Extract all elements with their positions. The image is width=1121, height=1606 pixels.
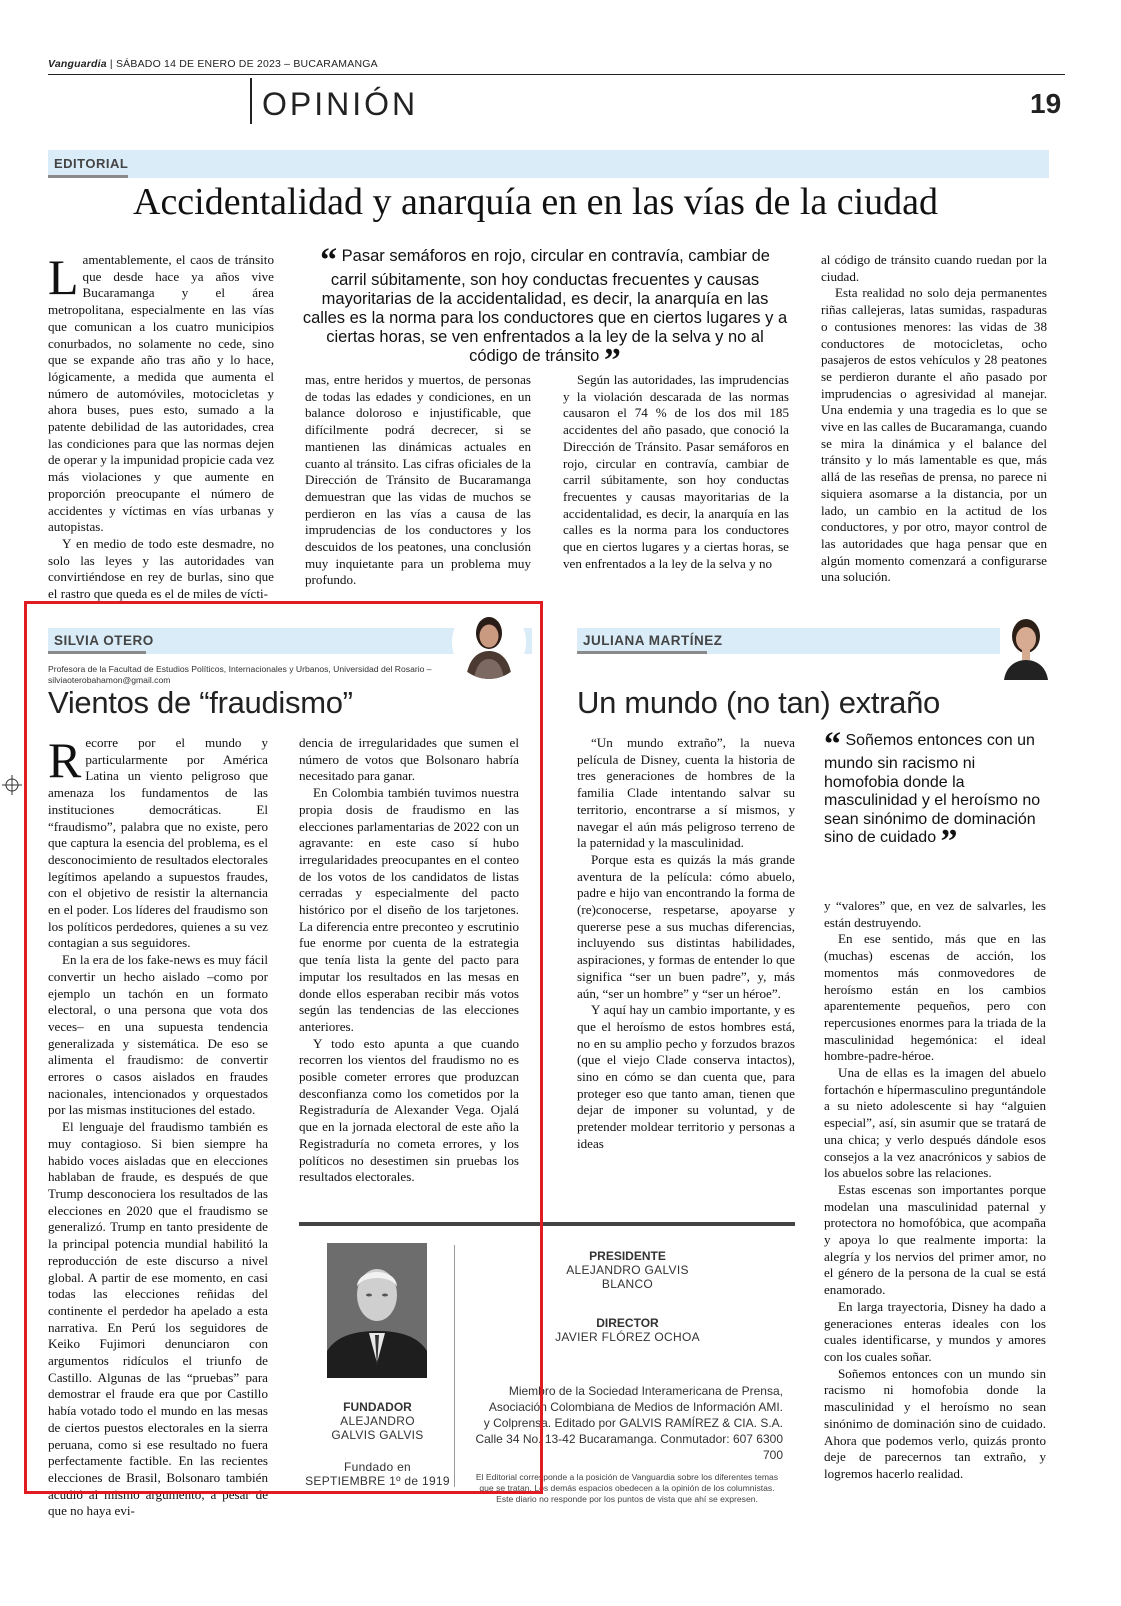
column-right-col-2	[824, 898, 1046, 1483]
paragraph: Porque esta es quizás la más grande aventura de la película: cómo abuelo, padre e hijo van encontrando la forma de (re)conocerse, respetarse, apoyarse y quererse pese a sus muchas diferencias, incluyendo sus distintas habilidades, aspiraciones, y formas de entender lo que significa “ser un buen padre”, y, más aún, “ser un hombre” y “ser un héroe”.	[577, 851, 795, 1001]
founder-name: GALVIS GALVIS	[331, 1428, 424, 1442]
editorial-col-2	[305, 372, 531, 589]
editorial-col-3	[563, 372, 789, 572]
disclaimer-line: Este diario no responde por los puntos de vista que ahí se expresen.	[496, 1494, 758, 1504]
top-rule	[48, 74, 1065, 75]
open-quote-icon: “	[824, 726, 841, 763]
pullquote-text: Pasar semáforos en rojo, circular en contravía, cambiar de carril súbitamente, son hoy conductas frecuentes y causas mayoritarias de la accidentalidad, es decir, la anarquía en las calles es la norma para los conductores que en ciertos lugares y a ciertas horas, se ven enfrentados a la ley de la selva y no al código de tránsito	[302, 247, 788, 365]
founder-name: ALEJANDRO	[340, 1414, 415, 1428]
paragraph: Y en medio de todo este desmadre, no solo las leyes y las autoridades van convirtiéndose en rey de burlas, sino que el rastro que queda es el de miles de vícti-	[48, 535, 274, 602]
paragraph: En ese sentido, más que en las (muchas) escenas de acción, los momentos más conmovedores de heroísmo están en los cambios aparentemente pequeños, pero con repercusiones enormes para la triada de la masculinidad hegemónica: el ideal hombre-padre-héroe.	[824, 931, 1046, 1064]
editorial-headline: Accidentalidad y anarquía en en las vías de la ciudad	[133, 181, 939, 223]
author-bio: Profesora de la Facultad de Estudios Políticos, Internacionales y Urbanos, Universidad del Rosario – silviaoterobahamon@gmail.com	[48, 664, 432, 685]
brand-logo: Vanguardia	[48, 58, 107, 70]
paragraph: Una de ellas es la imagen del abuelo fortachón e hípermasculino preguntándole a su nieto adolescente si hay “alguien especial”, así, sin asumir que se tratará de una chica; y verlo después dándole esos consejos a la vez anacrónicos y sabios de los abuelos sobre las relaciones.	[824, 1065, 1046, 1181]
byline-band-right	[577, 628, 1049, 654]
director-role: DIRECTOR	[596, 1316, 659, 1330]
address-line: Calle 34 No. 13-42 Bucaramanga. Conmutador: 607 6300 700	[475, 1432, 783, 1462]
membership-line: Asociación Colombiana de Medios de Información AMI.	[488, 1400, 783, 1414]
band-underline	[48, 175, 128, 178]
registration-mark-icon	[2, 775, 22, 795]
paragraph: Y todo esto apunta a que cuando recorren los vientos del fraudismo no es posible cometer errores que produzcan desconfianza como los cometidos por la Registraduría de Alexander Vega. Ojalá que en la jornada electoral de este año la Registraduría no cometa errores, y los políticos no desestimen sin pruebas los resultados electorales.	[299, 1035, 519, 1185]
paragraph: al código de tránsito cuando ruedan por la ciudad.	[821, 252, 1047, 284]
president-name: ALEJANDRO GALVIS BLANCO	[566, 1263, 689, 1291]
paragraph: dencia de irregularidades que sumen el número de votos que Bolsonaro habría necesitado para ganar.	[299, 735, 519, 784]
founded-label: Fundado en	[343, 1460, 412, 1474]
editorial-pullquote	[300, 242, 790, 379]
disclaimer-line: El Editorial corresponde a la posición de Vanguardia sobre los diferentes temas	[475, 1472, 779, 1482]
section-divider	[250, 78, 252, 124]
column-right-col-1	[577, 735, 795, 1153]
founder-role: FUNDADOR	[343, 1400, 412, 1414]
founded-date: SEPTIEMBRE 1º de 1919	[305, 1474, 450, 1488]
paragraph: Estas escenas son importantes porque modelan una masculinidad paternal y protectora no homofóbica, que acompaña y apoya lo que realmente importa: la alegría y los nervios del primer amor, no el género de la persona de la cual se está enamorado.	[824, 1181, 1046, 1298]
open-quote-icon: “	[320, 242, 338, 279]
pullquote-text: Soñemos entonces con un mundo sin racismo ni homofobia donde la masculinidad y el heroísmo no sean sinónimo de dominación sino de cuidado	[824, 732, 1041, 846]
paragraph: mas, entre heridos y muertos, de personas de todas las edades y condiciones, en un balance doloroso e injustificable, que difícilmente podrá decrecer, si se mantienen las dinámicas actuales en cuanto al tránsito. Las cifras oficiales de la Dirección de Tránsito de Bucaramanga demuestran que las vidas de muchos se perdieron en las vías a causa de las imprudencias de los conductores y los descuidos de los peatones, una conclusión muy inquietante para un problema muy profundo.	[305, 372, 531, 588]
close-quote-icon: ”	[940, 823, 958, 860]
author-name: SILVIA OTERO	[54, 633, 154, 648]
highlight-box	[24, 601, 543, 1494]
editorial-label: EDITORIAL	[54, 156, 129, 171]
drop-cap: R	[48, 732, 82, 788]
drop-cap: L	[48, 249, 79, 305]
paragraph: “Un mundo extraño”, la nueva película de Disney, cuenta la historia de tres generaciones de hombres de la familia Clade intentando salvar su territorio, encontrarse a sí mismos, y navegar el aún más peligroso terreno de la paternidad y la masculinidad.	[577, 735, 795, 851]
paragraph: amentablemente, el caos de tránsito que desde hace ya años vive Bucaramanga y el área metropolitana, especialmente en las vías que comunican a los cuatro municipios conurbados, no solamente no cede, sino que se expande año tras año y lo hace, lógicamente, a medida que aumenta el número de automóviles, motocicletas y ahora buses, pues esto, sumado a la patente debilidad de las autoridades, crea las condiciones para que las normas dejen de operar y la impunidad propicie cada vez más violaciones y que aumente en proporción preocupante el número de accidentes y víctimas en vías urbanas y autopistas.	[48, 252, 274, 535]
column-pullquote	[824, 726, 1046, 860]
editorial-col-1	[48, 249, 274, 603]
president-role: PRESIDENTE	[589, 1249, 666, 1263]
editorial-band	[48, 150, 1049, 178]
masthead	[48, 58, 378, 70]
column-headline: Vientos de “fraudismo”	[48, 685, 353, 720]
band-underline	[577, 651, 707, 654]
paragraph: En la era de los fake-news es muy fácil convertir un hecho aislado –como por ejemplo un tachón en un formato electoral, o una persona que vota dos veces– en una supuesta tendencia generalizada y sistemática. De eso se alimenta el fraudismo: de convertir errores o casos aislados en fraudes nacionales, intencionados y orquestados por las mismas instituciones del estado.	[48, 952, 268, 1118]
author-name: JULIANA MARTÍNEZ	[583, 633, 723, 648]
director-name: JAVIER FLÓREZ OCHOA	[555, 1330, 700, 1344]
paragraph: Y aquí hay un cambio importante, y es que el heroísmo de estos hombres está, no en su amplio pecho y forzudos brazos (que el viejo Clade conserva intactos), sino en cómo se dan cuenta que, para proteger eso que tanto aman, tienen que dejar de imponer su voluntad, y de pretender moldear territorio y personas a ideas	[577, 1002, 795, 1151]
paragraph: En larga trayectoria, Disney ha dado a generaciones enteras ideales con los cuales identificarse, y mundos y amores con los cuales soñar.	[824, 1298, 1046, 1364]
director-block	[540, 1316, 715, 1344]
page-number: 19	[1030, 88, 1062, 119]
author-avatar	[1000, 610, 1052, 680]
section-title: OPINIÓN	[262, 86, 419, 122]
close-quote-icon: ”	[603, 342, 621, 379]
paragraph: Soñemos entonces con un mundo sin racismo ni homofobia donde la masculinidad y el heroísmo no sean sinónimo de dominación sino de cuidado. Ahora que podemos verlo, quizás pronto deje de parecernos tan extraño, y logremos hacerlo realidad.	[824, 1365, 1046, 1481]
paragraph: y “valores” que, en vez de salvarles, les están destruyendo.	[824, 898, 1046, 930]
dateline: | SÁBADO 14 DE ENERO DE 2023 – BUCARAMANGA	[109, 58, 378, 70]
paragraph: Esta realidad no solo deja permanentes riñas callejeras, latas sumidas, raspaduras o contusiones menores: las vidas de 38 conductores de motocicletas, ocho pasajeros de estos vehículos y 28 peatones se perdieron durante el año pasado por imprudencias o agresividad al manejar. Una endemia y una tragedia es lo que se vive en las calles de Bucaramanga, cuando se mira la dinámica y el balance del tránsito y lo más lamentable es que, más allá de las reseñas de prensa, no parece ni siquiera asomarse a la distancia, por un lado, un cambio en la actitud de los conductores, y por otro, mayor control de las autoridades que haga pensar que en algún momento comenzará a configurarse una solución.	[821, 285, 1047, 585]
paragraph: Según las autoridades, las imprudencias y la violación descarada de las normas causaron el 74 % de los dos mil 185 accidentes del año pasado, que conoció la Dirección de Tránsito. Pasar semáforos en rojo, circular en contravía, cambiar de carril súbitamente, son hoy conductas frecuentes y causas mayoritarias de la accidentalidad, es decir, la anarquía en las calles es la norma para los conductores que en ciertos lugares y a ciertas horas, se ven enfrentados a la ley de la selva y no	[563, 372, 789, 571]
membership-line: y Colprensa. Editado por GALVIS RAMÍREZ & CIA. S.A.	[483, 1416, 783, 1430]
president-block	[540, 1249, 715, 1291]
paragraph: ecorre por el mundo y particularmente por América Latina un viento peligroso que amenaza los fundamentos de las instituciones democráticas. El “fraudismo”, palabra que no existe, pero que captura la esencia del problema, es el desconocimiento de resultados electorales legítimos apelando a supuestos fraudes, con el objetivo de resistir la alternancia en el poder. Los líderes del fraudismo son los políticos perdedores, quienes a su vez contagian a sus seguidores.	[48, 735, 268, 951]
paragraph: En Colombia también tuvimos nuestra propia dosis de fraudismo en las elecciones parlamentarias de 2022 con un agravante: en este caso sí hubo irregularidades preocupantes en el conteo de los votos de los candidatos de listas cerradas y especialmente del pacto histórico por el diseño de los tarjetones. La diferencia entre preconteo y escrutinio fue enorme por cuenta de la estrategia que tenía lista la gente del pacto para imputar los resultados en las mesas en donde ellos esperaban recibir más votos según las tendencias de las elecciones anteriores.	[299, 785, 519, 1034]
membership-line: Miembro de la Sociedad Interamericana de Prensa,	[508, 1384, 783, 1398]
editorial-col-4	[821, 252, 1047, 586]
column-headline: Un mundo (no tan) extraño	[577, 685, 940, 720]
paragraph: El lenguaje del fraudismo también es muy contagioso. Si bien siempre ha habido voces aisladas que en elecciones hablaban de fraude, es después de que Trump desconociera los resultados de las elecciones en 2020 que el fraudismo se generalizó. Trump en tanto presidente de la principal potencia mundial habilitó la reproducción de este discurso a nivel global. A partir de ese momento, en casi todas las elecciones reñidas del continente el perdedor ha apelado a esta narrativa. En Perú los seguidores de Keiko Fujimori denunciaron con argumentos ridículos el triunfo de Castillo. Algunas de las “pruebas” para demostrar el fraude era que por Castillo había votado todo el mundo en las mesas de ciertos puestos electorales en la sierra peruana, como si ese resultado no fuera perfectamente factible. En las recientes elecciones de Brasil, Bolsonaro también acudió al mismo argumento, a pesar de que no haya evi-	[48, 1119, 268, 1519]
disclaimer-line: que se tratan. Los demás espacios obedecen a la opinión de los columnistas.	[479, 1483, 775, 1493]
